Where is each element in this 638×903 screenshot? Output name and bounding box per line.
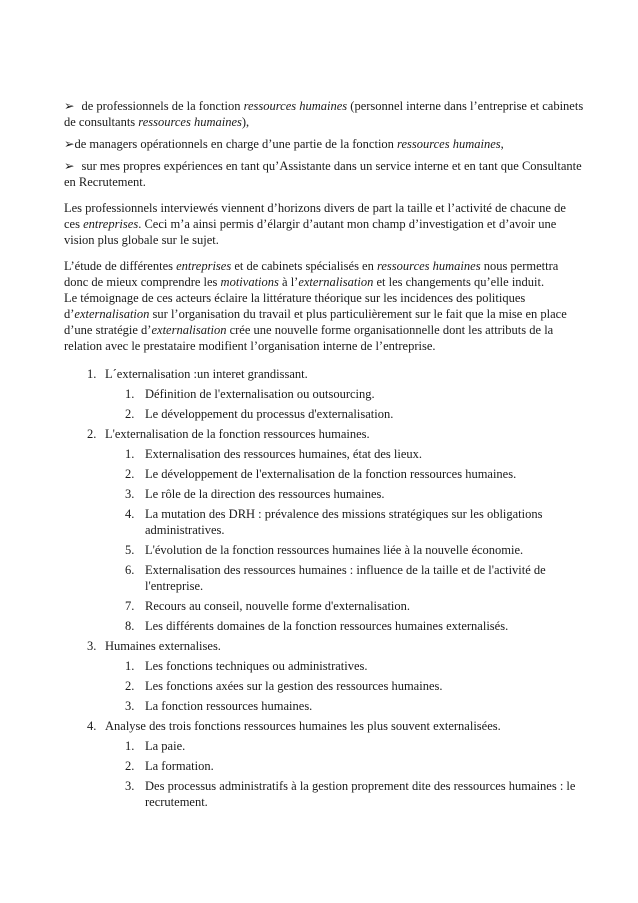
subsection-title: Des processus administratifs à la gestion proprement dite des ressources humaines : le recrutement.: [145, 779, 576, 809]
text-run: Le témoignage de ces acteurs éclaire la littérature théorique sur les incidences des politiques d’: [64, 291, 526, 321]
subsection-title: Les fonctions techniques ou administratives.: [145, 659, 368, 673]
section-title: Analyse des trois fonctions ressources humaines les plus souvent externalisées.: [105, 719, 501, 733]
outline-subsection: [64, 618, 584, 634]
subsection-number: 2.: [125, 467, 135, 481]
italic-term: ressources humaines: [397, 137, 501, 151]
subsection-number: 2.: [125, 407, 135, 421]
subsection-title: Le développement de l'externalisation de la fonction ressources humaines.: [145, 467, 517, 481]
outline-subsection: [64, 446, 584, 462]
text-run: nous permettra donc de mieux comprendre les: [64, 259, 559, 289]
italic-term: motivations: [220, 275, 279, 289]
outline-section: [64, 426, 584, 442]
outline-subsection: [64, 506, 584, 538]
paragraph-study: [64, 258, 584, 354]
outline-subsection: [64, 678, 584, 694]
section-number: 4.: [87, 719, 97, 733]
section-title: Humaines externalises.: [105, 639, 221, 653]
text-run: crée une nouvelle forme organisationnelle dont les attributs de la relation avec le prestataire modifient l’organisation interne de l’entreprise.: [64, 323, 554, 353]
subsection-number: 2.: [125, 679, 135, 693]
italic-term: ressources humaines: [138, 115, 242, 129]
subsection-title: La formation.: [145, 759, 214, 773]
outline-subsection: [64, 758, 584, 774]
text-run: de professionnels de la fonction: [81, 99, 244, 113]
bullet-item: [64, 98, 584, 130]
subsection-number: 8.: [125, 619, 135, 633]
outline-subsection: [64, 658, 584, 674]
subsection-title: Les fonctions axées sur la gestion des ressources humaines.: [145, 679, 443, 693]
subsection-title: L'évolution de la fonction ressources humaines liée à la nouvelle économie.: [145, 543, 524, 557]
section-number: 1.: [87, 367, 97, 381]
outline-subsection: [64, 698, 584, 714]
italic-term: ressources humaines: [243, 99, 348, 113]
bullet-item: [64, 158, 584, 190]
outline-list: [64, 366, 584, 810]
subsection-number: 1.: [125, 659, 135, 673]
italic-term: externalisation: [74, 307, 150, 321]
text-run: . Ceci m’a ainsi permis d’élargir d’autant mon champ d’investigation et d’avoir une vision plus globale sur le sujet.: [64, 217, 557, 247]
section-title: L´externalisation :un interet grandissant.: [105, 367, 308, 381]
outline-subsection: [64, 598, 584, 614]
italic-term: externalisation: [298, 275, 374, 289]
arrow-bullet-icon: ➢: [64, 99, 75, 113]
text-run: L’étude de différentes: [64, 259, 177, 273]
subsection-title: Définition de l'externalisation ou outsourcing.: [145, 387, 375, 401]
document-page: [64, 98, 584, 814]
subsection-title: Recours au conseil, nouvelle forme d'externalisation.: [145, 599, 411, 613]
outline-section: [64, 638, 584, 654]
subsection-title: La mutation des DRH : prévalence des missions stratégiques sur les obligations administratives.: [145, 507, 543, 537]
outline-subsection: [64, 562, 584, 594]
outline-subsection: [64, 486, 584, 502]
subsection-number: 1.: [125, 387, 135, 401]
subsection-number: 7.: [125, 599, 135, 613]
bullet-item: [64, 136, 584, 152]
subsection-title: Le développement du processus d'externalisation.: [145, 407, 394, 421]
outline-subsection: [64, 778, 584, 810]
section-title: L'externalisation de la fonction ressources humaines.: [105, 427, 370, 441]
subsection-title: Externalisation des ressources humaines, état des lieux.: [145, 447, 423, 461]
subsection-title: Les différents domaines de la fonction ressources humaines externalisés.: [145, 619, 509, 633]
outline-section: [64, 366, 584, 382]
italic-term: entreprises: [176, 259, 232, 273]
subsection-number: 6.: [125, 563, 135, 577]
text-run: sur mes propres expériences en tant qu’Assistante dans un service interne et en tant que Consultante en Recrutement.: [64, 159, 582, 189]
italic-term: entreprises: [83, 217, 139, 231]
subsection-number: 3.: [125, 779, 135, 793]
subsection-number: 5.: [125, 543, 135, 557]
subsection-title: La paie.: [145, 739, 186, 753]
text-run: à l’: [278, 275, 299, 289]
outline-subsection: [64, 738, 584, 754]
text-run: ),: [241, 115, 250, 129]
subsection-title: Le rôle de la direction des ressources humaines.: [145, 487, 385, 501]
text-run: de managers opérationnels en charge d’une partie de la fonction: [74, 137, 398, 151]
arrow-bullet-icon: ➢: [64, 137, 75, 151]
text-run: Les professionnels interviewés viennent d’horizons divers de part la taille et l’activité de chacune de ces: [64, 201, 566, 231]
text-run: (personnel interne dans l’entreprise et cabinets de consultants: [64, 99, 584, 129]
outline-subsection: [64, 406, 584, 422]
arrow-bullet-icon: ➢: [64, 159, 75, 173]
subsection-title: Externalisation des ressources humaines : influence de la taille et de l'activité de l'entreprise.: [145, 563, 546, 593]
subsection-number: 1.: [125, 739, 135, 753]
outline-subsection: [64, 386, 584, 402]
paragraph-interviewees: [64, 200, 584, 248]
subsection-number: 3.: [125, 699, 135, 713]
text-run: ,: [500, 137, 504, 151]
section-number: 3.: [87, 639, 97, 653]
subsection-title: La fonction ressources humaines.: [145, 699, 313, 713]
section-number: 2.: [87, 427, 97, 441]
subsection-number: 4.: [125, 507, 135, 521]
subsection-number: 1.: [125, 447, 135, 461]
text-run: et de cabinets spécialisés en: [231, 259, 377, 273]
subsection-number: 2.: [125, 759, 135, 773]
subsection-number: 3.: [125, 487, 135, 501]
outline-subsection: [64, 466, 584, 482]
italic-term: externalisation: [151, 323, 227, 337]
italic-term: ressources humaines: [376, 259, 481, 273]
outline-subsection: [64, 542, 584, 558]
outline-section: [64, 718, 584, 734]
text-run: sur l’organisation du travail et plus particulièrement sur le fait que la mise en place d’une stratégie d’: [64, 307, 567, 337]
text-run: et les changements qu’elle induit.: [373, 275, 545, 289]
